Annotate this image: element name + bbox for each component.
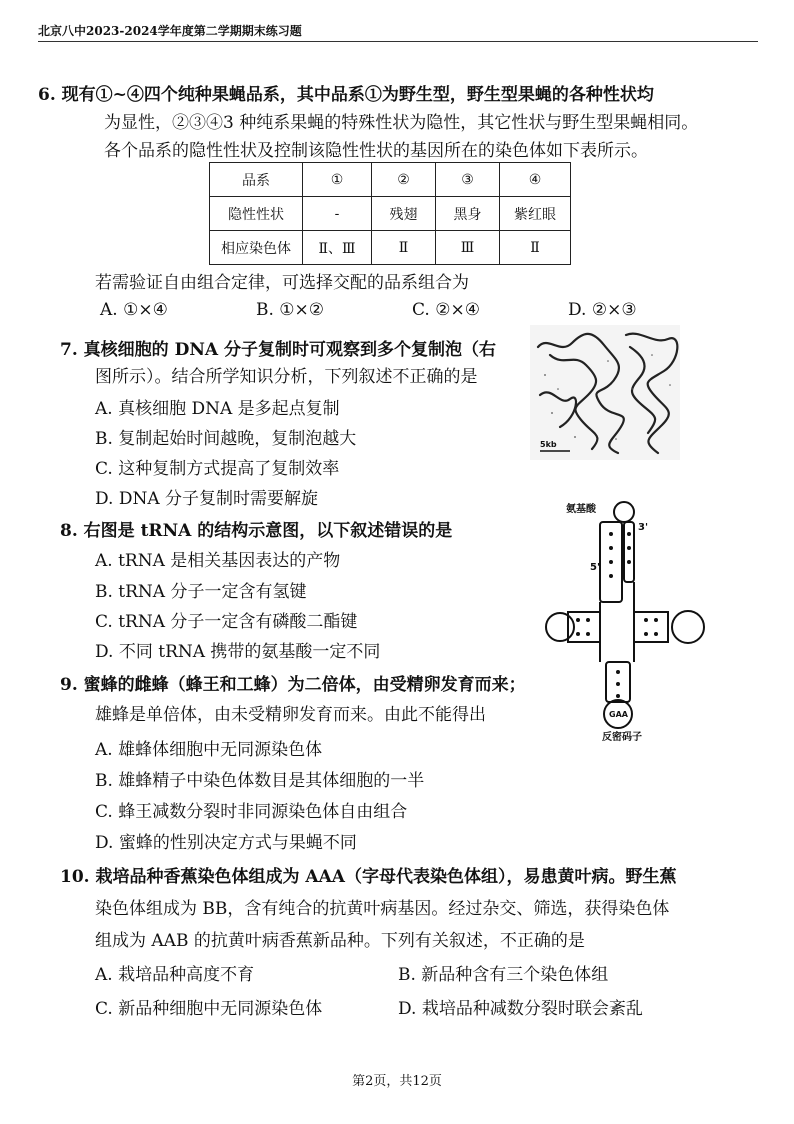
- q10-stem-line-3: 组成为 AAB 的抗黄叶病香蕉新品种。下列有关叙述，不正确的是: [95, 931, 585, 951]
- table-cell: 隐性性状: [210, 197, 303, 231]
- q6-stem-line-2: 为显性，②③④3 种纯系果蝇的特殊性状为隐性，其它性状与野生型果蝇相同。: [104, 113, 699, 133]
- q6-stem-line-3: 各个品系的隐性性状及控制该隐性性状的基因所在的染色体如下表所示。: [104, 141, 648, 161]
- table-cell: ④: [500, 163, 571, 197]
- table-cell: 紫红眼: [500, 197, 571, 231]
- table-cell: ②: [372, 163, 436, 197]
- q10-option-d: D. 栽培品种减数分裂时联会紊乱: [398, 999, 643, 1019]
- q7-option-d: D. DNA 分子复制时需要解旋: [95, 489, 319, 509]
- q9-option-d: D. 蜜蜂的性别决定方式与果蝇不同: [95, 833, 357, 853]
- q6-option-b: B. ①×②: [256, 300, 325, 320]
- q6-option-c: C. ②×④: [412, 300, 480, 320]
- q6-prompt: 若需验证自由组合定律，可选择交配的品系组合为: [95, 273, 469, 293]
- q7-stem-line-1: 7. 真核细胞的 DNA 分子复制时可观察到多个复制泡（右: [60, 340, 496, 360]
- q6-stem-line-1: 6. 现有①~④四个纯种果蝇品系，其中品系①为野生型，野生型果蝇的各种性状均: [38, 85, 654, 105]
- table-cell: Ⅱ: [500, 231, 571, 265]
- amino-acid-label: 氨基酸: [566, 504, 596, 515]
- table-row: [210, 163, 571, 197]
- q9-stem-line-1: 9. 蜜蜂的雌蜂（蜂王和工蜂）为二倍体，由受精卵发育而来；: [60, 675, 526, 695]
- table-row: [210, 197, 571, 231]
- table-cell: 残翅: [372, 197, 436, 231]
- q7-option-b: B. 复制起始时间越晚，复制泡越大: [95, 429, 357, 449]
- table-row: [210, 231, 571, 265]
- q7-option-c: C. 这种复制方式提高了复制效率: [95, 459, 340, 479]
- q7-option-a: A. 真核细胞 DNA 是多起点复制: [95, 399, 340, 419]
- q8-stem: 8. 右图是 tRNA 的结构示意图，以下叙述错误的是: [60, 521, 453, 541]
- table-cell: -: [303, 197, 372, 231]
- scale-bar-label: 5kb: [540, 440, 557, 449]
- q10-stem-line-1: 10. 栽培品种香蕉染色体组成为 AAA（字母代表染色体组），易患黄叶病。野生蕉: [60, 867, 677, 887]
- q10-option-a: A. 栽培品种高度不育: [95, 965, 255, 985]
- table-cell: Ⅱ: [372, 231, 436, 265]
- table-cell: 相应染色体: [210, 231, 303, 265]
- page-footer: 第2页，共12页: [352, 1074, 442, 1089]
- table-cell: Ⅲ: [436, 231, 500, 265]
- table-cell: 品系: [210, 163, 303, 197]
- three-prime-label: 3': [638, 522, 649, 533]
- q9-option-b: B. 雄蜂精子中染色体数目是其体细胞的一半: [95, 771, 425, 791]
- q7-stem-line-2: 图所示）。结合所学知识分析，下列叙述不正确的是: [95, 367, 478, 387]
- q9-option-a: A. 雄蜂体细胞中无同源染色体: [95, 740, 323, 760]
- q10-stem-line-2: 染色体组成为 BB，含有纯合的抗黄叶病基因。经过杂交、筛选，获得染色体: [95, 899, 670, 919]
- five-prime-label: 5': [590, 562, 601, 573]
- table-cell: 黑身: [436, 197, 500, 231]
- strain-table: [209, 162, 571, 265]
- q9-option-c: C. 蜂王减数分裂时非同源染色体自由组合: [95, 802, 408, 822]
- q10-option-c: C. 新品种细胞中无同源染色体: [95, 999, 323, 1019]
- q8-option-b: B. tRNA 分子一定含有氢键: [95, 582, 307, 602]
- trna-structure-figure: [538, 492, 720, 742]
- q8-option-a: A. tRNA 是相关基因表达的产物: [95, 551, 341, 571]
- table-cell: ③: [436, 163, 500, 197]
- q9-stem-line-2: 雄蜂是单倍体，由未受精卵发育而来。由此不能得出: [95, 705, 486, 725]
- q6-option-a: A. ①×④: [100, 300, 168, 320]
- anticodon-sequence: GAA: [609, 710, 628, 719]
- q6-option-d: D. ②×③: [568, 300, 637, 320]
- table-cell: ①: [303, 163, 372, 197]
- table-cell: Ⅱ、Ⅲ: [303, 231, 372, 265]
- q8-option-d: D. 不同 tRNA 携带的氨基酸一定不同: [95, 642, 381, 662]
- q10-option-b: B. 新品种含有三个染色体组: [398, 965, 609, 985]
- q8-option-c: C. tRNA 分子一定含有磷酸二酯键: [95, 612, 358, 632]
- anticodon-label: 反密码子: [602, 732, 642, 743]
- page-header: 北京八中2023-2024学年度第二学期期末练习题: [38, 22, 758, 42]
